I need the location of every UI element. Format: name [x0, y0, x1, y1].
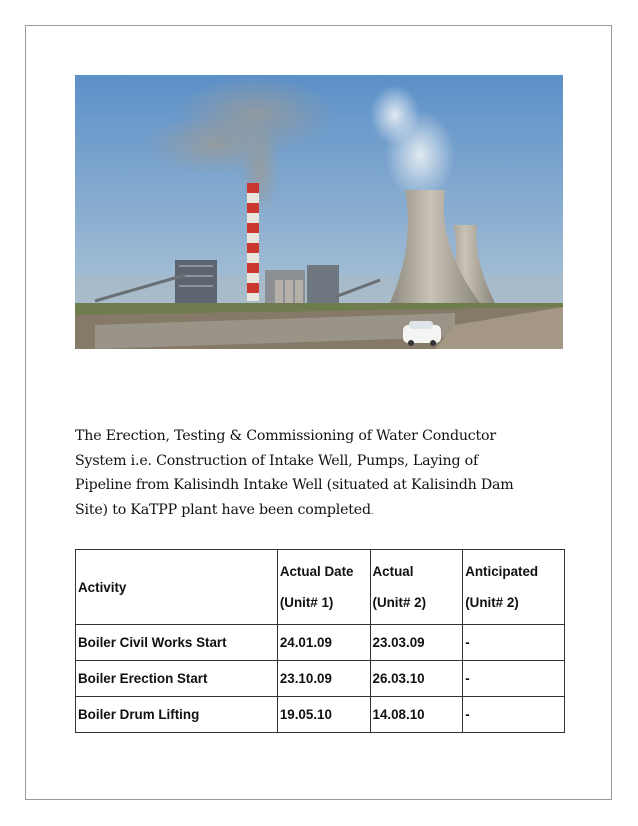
- cell-anticipated: -: [463, 697, 565, 733]
- header-actual-date-unit1: Actual Date (Unit# 1): [277, 550, 370, 625]
- table-row: [76, 661, 565, 697]
- cell-unit1-date: 19.05.10: [277, 697, 370, 733]
- power-plant-photo: [75, 75, 563, 349]
- paragraph-line: Pipeline from Kalisindh Intake Well (situated at Kalisindh Dam: [75, 477, 514, 493]
- activity-schedule-table: [75, 549, 565, 733]
- header-activity: Activity: [76, 550, 278, 625]
- paragraph-end-mark: .: [370, 506, 374, 517]
- paragraph-line: System i.e. Construction of Intake Well, Pumps, Laying of: [75, 452, 479, 469]
- completion-paragraph: [75, 424, 565, 524]
- cell-unit2-date: 14.08.10: [370, 697, 463, 733]
- table-row: [76, 625, 565, 661]
- cell-unit2-date: 23.03.09: [370, 625, 463, 661]
- paragraph-line: The Erection, Testing & Commissioning of Water Conductor: [75, 428, 496, 444]
- cell-anticipated: -: [463, 661, 565, 697]
- cell-anticipated: -: [463, 625, 565, 661]
- header-anticipated-unit2: Anticipated (Unit# 2): [463, 550, 565, 625]
- table-header-row: [76, 550, 565, 625]
- paragraph-line: [75, 498, 565, 525]
- cell-unit1-date: 23.10.09: [277, 661, 370, 697]
- table-row: [76, 697, 565, 733]
- header-actual-unit2: Actual (Unit# 2): [370, 550, 463, 625]
- cell-unit2-date: 26.03.10: [370, 661, 463, 697]
- cell-unit1-date: 24.01.09: [277, 625, 370, 661]
- cell-activity: Boiler Civil Works Start: [76, 625, 278, 661]
- cell-activity: Boiler Drum Lifting: [76, 697, 278, 733]
- paragraph-line-text: Site) to KaTPP plant have been completed: [75, 501, 371, 518]
- cell-activity: Boiler Erection Start: [76, 661, 278, 697]
